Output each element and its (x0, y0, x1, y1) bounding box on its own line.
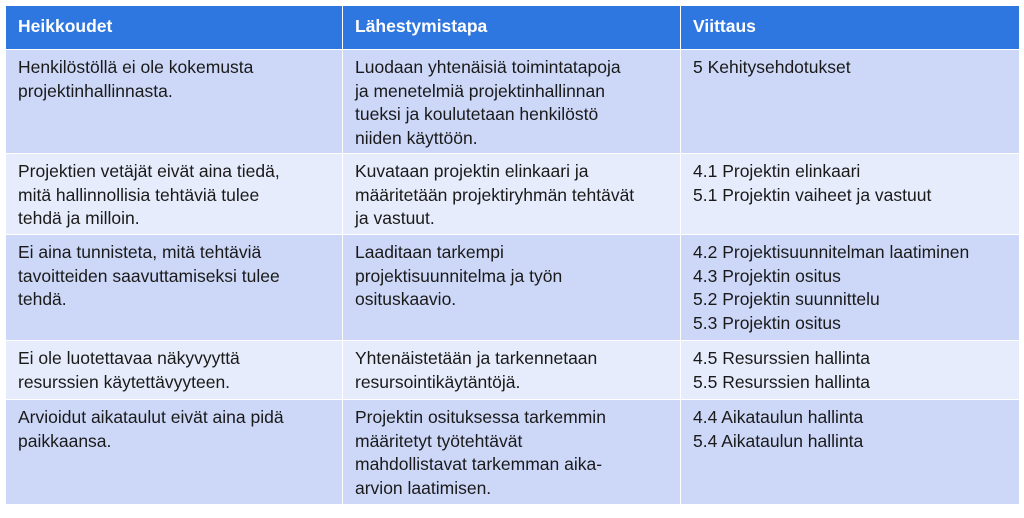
cell-line: 4.2 Projektisuunnitelman laatiminen (693, 242, 970, 262)
cell-line: Ei ole luotettavaa näkyvyyttä (18, 348, 240, 368)
cell-viittaus (681, 400, 1020, 505)
cell-line: projektinhallinnasta. (18, 80, 173, 101)
cell-line: määritetyt työtehtävät (355, 430, 523, 451)
cell-line: projektisuunnitelma ja työn (355, 265, 563, 286)
cell-lahestymistapa (343, 341, 681, 400)
cell-line: tehdä ja milloin. (18, 208, 140, 228)
cell-viittaus (681, 50, 1020, 154)
cell-line: Laaditaan tarkempi (355, 242, 504, 262)
table-header-row (6, 6, 1020, 50)
cell-line: Ei aina tunnisteta, mitä tehtäviä (18, 242, 262, 262)
table-row (6, 154, 1020, 235)
cell-line: osituskaavio. (355, 289, 457, 309)
cell-line: 5.4 Aikataulun hallinta (693, 430, 864, 451)
cell-line: määritetään projektiryhmän tehtävät (355, 184, 635, 205)
cell-line: mahdollistavat tarkemman aika- (355, 454, 603, 474)
cell-viittaus (681, 341, 1020, 400)
cell-line: mitä hallinnollisia tehtäviä tulee (18, 184, 260, 205)
cell-line: ja menetelmiä projektinhallinnan (355, 80, 606, 101)
cell-line: 5.5 Resurssien hallinta (693, 371, 871, 392)
cell-heikkoudet (6, 50, 343, 154)
cell-viittaus (681, 235, 1020, 341)
cell-lahestymistapa (343, 50, 681, 154)
cell-line: resursointikäytäntöjä. (355, 371, 521, 392)
cell-line: paikkaansa. (18, 430, 112, 451)
cell-line: 4.5 Resurssien hallinta (693, 348, 871, 368)
header-lahestymistapa: Lähestymistapa (343, 6, 681, 50)
cell-line: Yhtenäistetään ja tarkennetaan (355, 348, 598, 368)
cell-line: Henkilöstöllä ei ole kokemusta (18, 57, 254, 77)
cell-line: tavoitteiden saavuttamiseksi tulee (18, 265, 280, 286)
cell-line: 4.3 Projektin ositus (693, 265, 841, 286)
cell-heikkoudet (6, 400, 343, 505)
cell-line: resurssien käytettävyyteen. (18, 371, 231, 392)
table-row (6, 341, 1020, 400)
cell-viittaus (681, 154, 1020, 235)
cell-line: Projektien vetäjät eivät aina tiedä, (18, 161, 280, 181)
cell-line: 4.4 Aikataulun hallinta (693, 407, 864, 427)
cell-line: Arvioidut aikataulut eivät aina pidä (18, 407, 284, 427)
cell-line: 5.1 Projektin vaiheet ja vastuut (693, 184, 932, 205)
table-row (6, 235, 1020, 341)
cell-line: 5.2 Projektin suunnittelu (693, 289, 880, 309)
cell-lahestymistapa (343, 235, 681, 341)
cell-line: Kuvataan projektin elinkaari ja (355, 161, 589, 181)
cell-line: 5 Kehitysehdotukset (693, 57, 851, 77)
cell-lahestymistapa (343, 154, 681, 235)
cell-line: 4.1 Projektin elinkaari (693, 161, 861, 181)
cell-heikkoudet (6, 154, 343, 235)
cell-lahestymistapa (343, 400, 681, 505)
header-heikkoudet: Heikkoudet (6, 6, 343, 50)
cell-line: tueksi ja koulutetaan henkilöstö (355, 104, 599, 124)
cell-line: arvion laatimisen. (355, 477, 492, 498)
weakness-table (5, 5, 1020, 505)
table-row (6, 400, 1020, 505)
header-viittaus: Viittaus (681, 6, 1020, 50)
cell-line: niiden käyttöön. (355, 127, 478, 148)
cell-heikkoudet (6, 341, 343, 400)
table-row (6, 50, 1020, 154)
cell-line: ja vastuut. (355, 208, 435, 228)
cell-line: 5.3 Projektin ositus (693, 312, 841, 333)
cell-line: tehdä. (18, 289, 67, 309)
cell-line: Luodaan yhtenäisiä toimintatapoja (355, 57, 621, 77)
cell-heikkoudet (6, 235, 343, 341)
cell-line: Projektin osituksessa tarkemmin (355, 407, 606, 427)
